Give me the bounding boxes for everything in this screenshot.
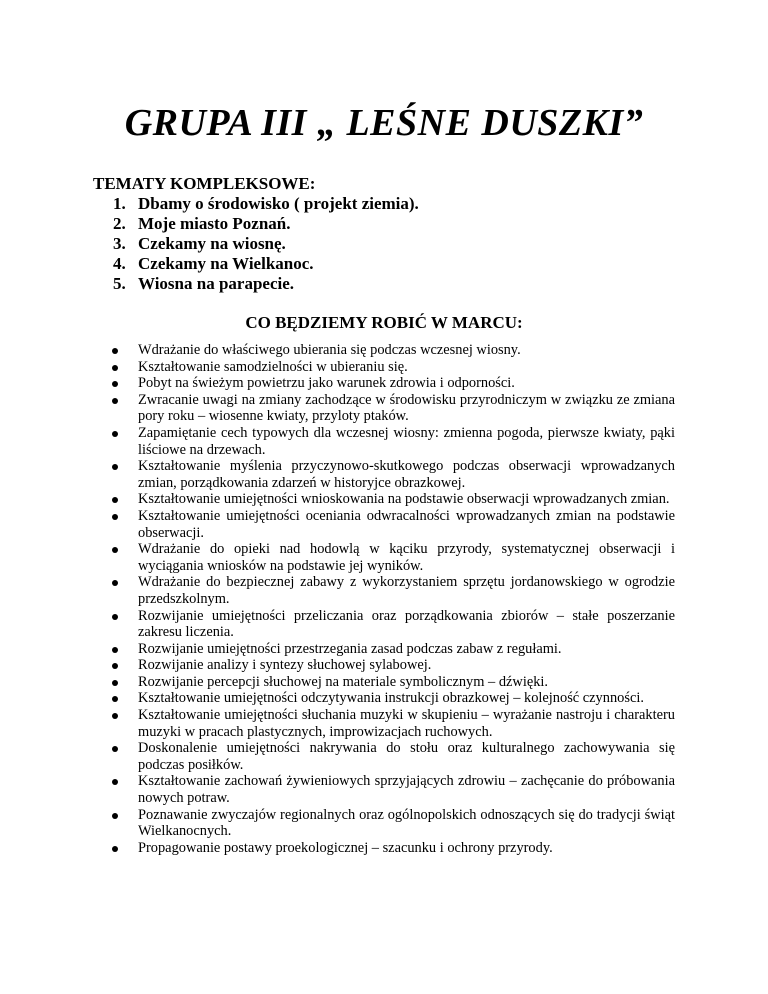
- topic-text: Wiosna na parapecie.: [138, 274, 295, 293]
- list-item: [112, 508, 675, 541]
- bullet-icon: [112, 779, 118, 785]
- list-item: [112, 773, 675, 806]
- activity-text: Kształtowanie umiejętności odczytywania instrukcji obrazkowej – kolejność czynności.: [138, 690, 644, 707]
- list-item: [112, 807, 675, 840]
- activity-text: Rozwijanie umiejętności przestrzegania zasad podczas zabaw z regułami.: [138, 640, 562, 657]
- list-item: [112, 674, 675, 691]
- bullet-icon: [112, 497, 118, 503]
- list-item: [112, 425, 675, 458]
- bullet-icon: [112, 514, 118, 520]
- list-item: [112, 375, 675, 392]
- list-item: [112, 392, 675, 425]
- list-item: [112, 342, 675, 359]
- list-item: [112, 840, 675, 857]
- activity-text: Wdrażanie do właściwego ubierania się podczas wczesnej wiosny.: [138, 342, 521, 358]
- bullet-icon: [112, 647, 118, 653]
- list-item: [112, 657, 675, 674]
- bullet-icon: [112, 696, 118, 702]
- topic-number: 4.: [113, 254, 126, 273]
- bullet-icon: [112, 464, 118, 470]
- activity-text: Rozwijanie analizy i syntezy słuchowej sylabowej.: [138, 657, 432, 674]
- bullet-icon: [112, 680, 118, 686]
- topic-number: 5.: [113, 274, 126, 293]
- topic-number: 2.: [113, 214, 126, 233]
- topic-item: [93, 274, 693, 294]
- list-item: [112, 458, 675, 491]
- activity-text: Wdrażanie do opieki nad hodowlą w kąciku przyrody, systematycznej obserwacji i wyciągania wniosków na podstawie jej wyników.: [138, 541, 675, 574]
- activity-text: Kształtowanie samodzielności w ubieraniu się.: [138, 358, 408, 375]
- bullet-icon: [112, 398, 118, 404]
- list-item: [112, 359, 675, 376]
- topic-number: 1.: [113, 194, 126, 213]
- activity-text: Zwracanie uwagi na zmiany zachodzące w środowisku przyrodniczym w związku ze zmiana pory roku – wiosenne kwiaty, przyloty ptaków.: [138, 391, 675, 425]
- activity-text: Rozwijanie percepcji słuchowej na materiale symbolicznym – dźwięki.: [138, 673, 548, 690]
- activity-text: Zapamiętanie cech typowych dla wczesnej wiosny: zmienna pogoda, pierwsze kwiaty, pąki liściowe na drzewach.: [138, 424, 675, 458]
- activities-heading: CO BĘDZIEMY ROBIĆ W MARCU:: [245, 313, 523, 332]
- topics-heading: TEMATY KOMPLEKSOWE:: [93, 174, 316, 193]
- list-item: [112, 608, 675, 641]
- activity-text: Kształtowanie umiejętności słuchania muzyki w skupieniu – wyrażanie nastroju i charakteru muzyki w pracach plastycznych, improwizacjach ruchowych.: [138, 707, 675, 740]
- bullet-icon: [112, 580, 118, 586]
- topic-text: Czekamy na Wielkanoc.: [138, 254, 314, 273]
- topics-section: [93, 174, 693, 294]
- topic-text: Dbamy o środowisko ( projekt ziemia).: [138, 194, 419, 213]
- topic-item: [93, 194, 693, 214]
- activity-text: Kształtowanie zachowań żywieniowych sprzyjających zdrowiu – zachęcanie do próbowania nowych potraw.: [138, 773, 675, 807]
- list-item: [112, 574, 675, 607]
- bullet-icon: [112, 746, 118, 752]
- activity-text: Wdrażanie do bezpiecznej zabawy z wykorzystaniem sprzętu jordanowskiego w ogrodzie przedszkolnym.: [138, 574, 675, 607]
- topic-text: Czekamy na wiosnę.: [138, 234, 286, 253]
- bullet-icon: [112, 381, 118, 387]
- page-title: GRUPA III „ LEŚNE DUSZKI”: [124, 102, 644, 144]
- bullet-icon: [112, 348, 118, 354]
- bullet-icon: [112, 813, 118, 819]
- bullet-icon: [112, 846, 118, 852]
- topic-text: Moje miasto Poznań.: [138, 214, 291, 233]
- bullet-icon: [112, 431, 118, 437]
- topic-item: [93, 254, 693, 274]
- list-item: [112, 541, 675, 574]
- activity-text: Rozwijanie umiejętności przeliczania oraz porządkowania zbiorów – stałe poszerzanie zakresu liczenia.: [138, 607, 675, 641]
- activity-text: Propagowanie postawy proekologicznej – szacunku i ochrony przyrody.: [138, 839, 553, 856]
- list-item: [112, 740, 675, 773]
- activity-text: Doskonalenie umiejętności nakrywania do stołu oraz kulturalnego zachowywania się podczas posiłków.: [138, 740, 675, 773]
- activity-text: Kształtowanie umiejętności oceniania odwracalności wprowadzanych zmian na podstawie obserwacji.: [138, 507, 675, 541]
- topics-list: [93, 194, 693, 294]
- topic-item: [93, 234, 693, 254]
- activities-list: [112, 342, 675, 856]
- bullet-icon: [112, 547, 118, 553]
- bullet-icon: [112, 614, 118, 620]
- topic-number: 3.: [113, 234, 126, 253]
- topic-item: [93, 214, 693, 234]
- list-item: [112, 707, 675, 740]
- activity-text: Kształtowanie umiejętności wnioskowania na podstawie obserwacji wprowadzanych zmian.: [138, 491, 670, 508]
- bullet-icon: [112, 663, 118, 669]
- list-item: [112, 491, 675, 508]
- activity-text: Pobyt na świeżym powietrzu jako warunek zdrowia i odporności.: [138, 375, 515, 392]
- bullet-icon: [112, 713, 118, 719]
- activity-text: Kształtowanie myślenia przyczynowo-skutkowego podczas obserwacji wprowadzanych zmian, porządkowania zdarzeń w historyjce obrazkowej.: [138, 458, 675, 491]
- bullet-icon: [112, 365, 118, 371]
- activity-text: Poznawanie zwyczajów regionalnych oraz ogólnopolskich odnoszących się do tradycji świąt Wielkanocnych.: [138, 806, 675, 840]
- list-item: [112, 690, 675, 707]
- list-item: [112, 641, 675, 658]
